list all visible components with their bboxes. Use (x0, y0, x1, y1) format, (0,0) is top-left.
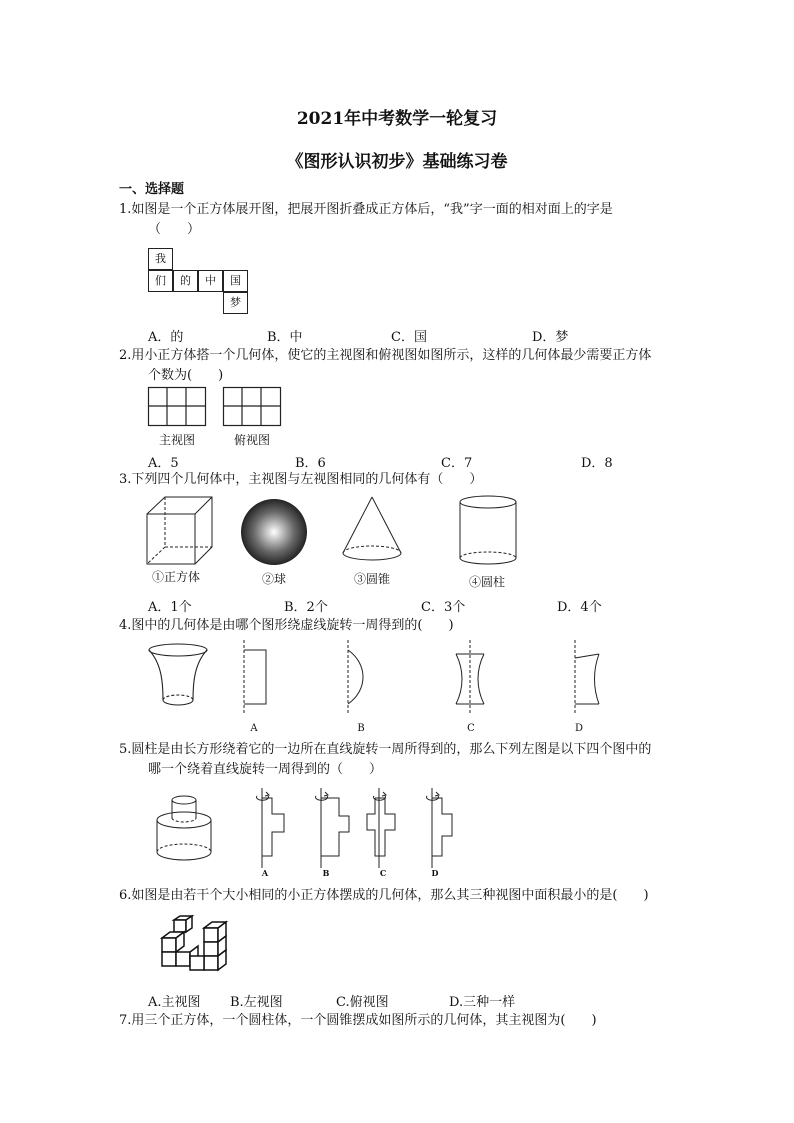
q1-option-a[interactable]: A．的 (148, 330, 184, 345)
q1-cube-net (148, 248, 258, 318)
q3-label-sphere: ②球 (261, 572, 286, 586)
q3-cylinder-figure (457, 494, 519, 568)
q5-label-d: D (431, 868, 439, 878)
q3-label-cone: ③圆锥 (353, 572, 390, 586)
q2-option-d[interactable]: D．8 (581, 456, 613, 471)
q3-sphere-figure (239, 497, 309, 567)
q3-text: 3.下列四个几何体中，主视图与左视图相同的几何体有（ ） (119, 472, 483, 487)
q1-text-cont: （ ） (148, 222, 201, 237)
net-face: 的 (173, 270, 198, 292)
q1-option-c[interactable]: C．国 (391, 330, 427, 345)
q5-option-c-figure[interactable] (365, 786, 411, 870)
net-face: 梦 (223, 292, 248, 314)
q2-label-front: 主视图 (158, 433, 195, 447)
q6-cubes-figure (156, 916, 232, 980)
q5-label-c: C (379, 868, 387, 878)
section-heading: 一、选择题 (119, 182, 185, 197)
q4-label-d: D (574, 723, 584, 734)
q3-option-b[interactable]: B．2个 (284, 600, 328, 615)
page-title: 2021年中考数学一轮复习 (296, 109, 498, 129)
q5-solid-figure (154, 792, 214, 864)
q4-label-b: B (357, 723, 365, 734)
q4-option-b-figure[interactable] (344, 638, 374, 716)
q5-option-b-figure[interactable] (309, 786, 355, 870)
q4-label-c: C (467, 723, 475, 734)
page-subtitle: 《图形认识初步》基础练习卷 (286, 152, 508, 172)
q1-option-d[interactable]: D．梦 (532, 330, 569, 345)
q3-option-c[interactable]: C．3个 (421, 600, 466, 615)
net-face: 中 (198, 270, 223, 292)
q5-label-a: A (261, 868, 269, 878)
q6-option-b[interactable]: B.左视图 (230, 995, 283, 1010)
q6-option-d[interactable]: D.三种一样 (449, 995, 516, 1010)
q5-option-d-figure[interactable] (420, 786, 464, 870)
q2-front-view-figure (148, 387, 206, 426)
q5-label-b: B (322, 868, 330, 878)
q2-label-top: 俯视图 (233, 433, 270, 447)
q3-option-d[interactable]: D．4个 (557, 600, 602, 615)
q2-option-c[interactable]: C．7 (441, 456, 473, 471)
q6-text: 6.如图是由若干个大小相同的小正方体摆成的几何体，那么其三种视图中面积最小的是( ) (119, 888, 649, 903)
q1-option-b[interactable]: B．中 (267, 330, 303, 345)
q4-option-d-figure[interactable] (570, 638, 604, 716)
q4-label-a: A (250, 723, 258, 734)
q4-option-c-figure[interactable] (452, 638, 488, 716)
q1-text: 1.如图是一个正方体展开图，把展开图折叠成正方体后，“我”字一面的相对面上的字是 (119, 202, 613, 217)
q2-option-a[interactable]: A．5 (148, 456, 179, 471)
q4-text: 4.图中的几何体是由哪个图形绕虚线旋转一周得到的( ) (119, 618, 454, 633)
q4-option-a-figure[interactable] (240, 638, 270, 716)
q6-option-c[interactable]: C.俯视图 (336, 995, 389, 1010)
q5-text: 5.圆柱是由长方形绕着它的一边所在直线旋转一周所得到的，那么下列左图是以下四个图中的 (119, 742, 652, 757)
q3-cone-figure (340, 495, 404, 567)
q3-label-cube: ①正方体 (151, 570, 200, 584)
net-face: 们 (148, 270, 173, 292)
net-face: 国 (223, 270, 248, 292)
q5-text-cont: 哪一个绕着直线旋转一周得到的（ ） (148, 762, 383, 777)
q7-text: 7.用三个正方体，一个圆柱体，一个圆锥摆成如图所示的几何体，其主视图为( ) (119, 1013, 597, 1028)
q2-top-view-figure (223, 387, 281, 426)
q3-cube-figure (146, 495, 214, 567)
q2-text: 2.用小正方体搭一个几何体，使它的主视图和俯视图如图所示，这样的几何体最少需要正方体 (119, 348, 652, 363)
q3-option-a[interactable]: A．1个 (148, 600, 192, 615)
q6-option-a[interactable]: A.主视图 (148, 995, 201, 1010)
q2-text-cont: 个数为( ) (148, 368, 224, 383)
q4-solid-figure (146, 640, 210, 712)
net-face: 我 (148, 248, 173, 270)
q2-option-b[interactable]: B．6 (295, 456, 326, 471)
q5-option-a-figure[interactable] (250, 786, 294, 870)
q3-label-cylinder: ④圆柱 (468, 575, 505, 589)
